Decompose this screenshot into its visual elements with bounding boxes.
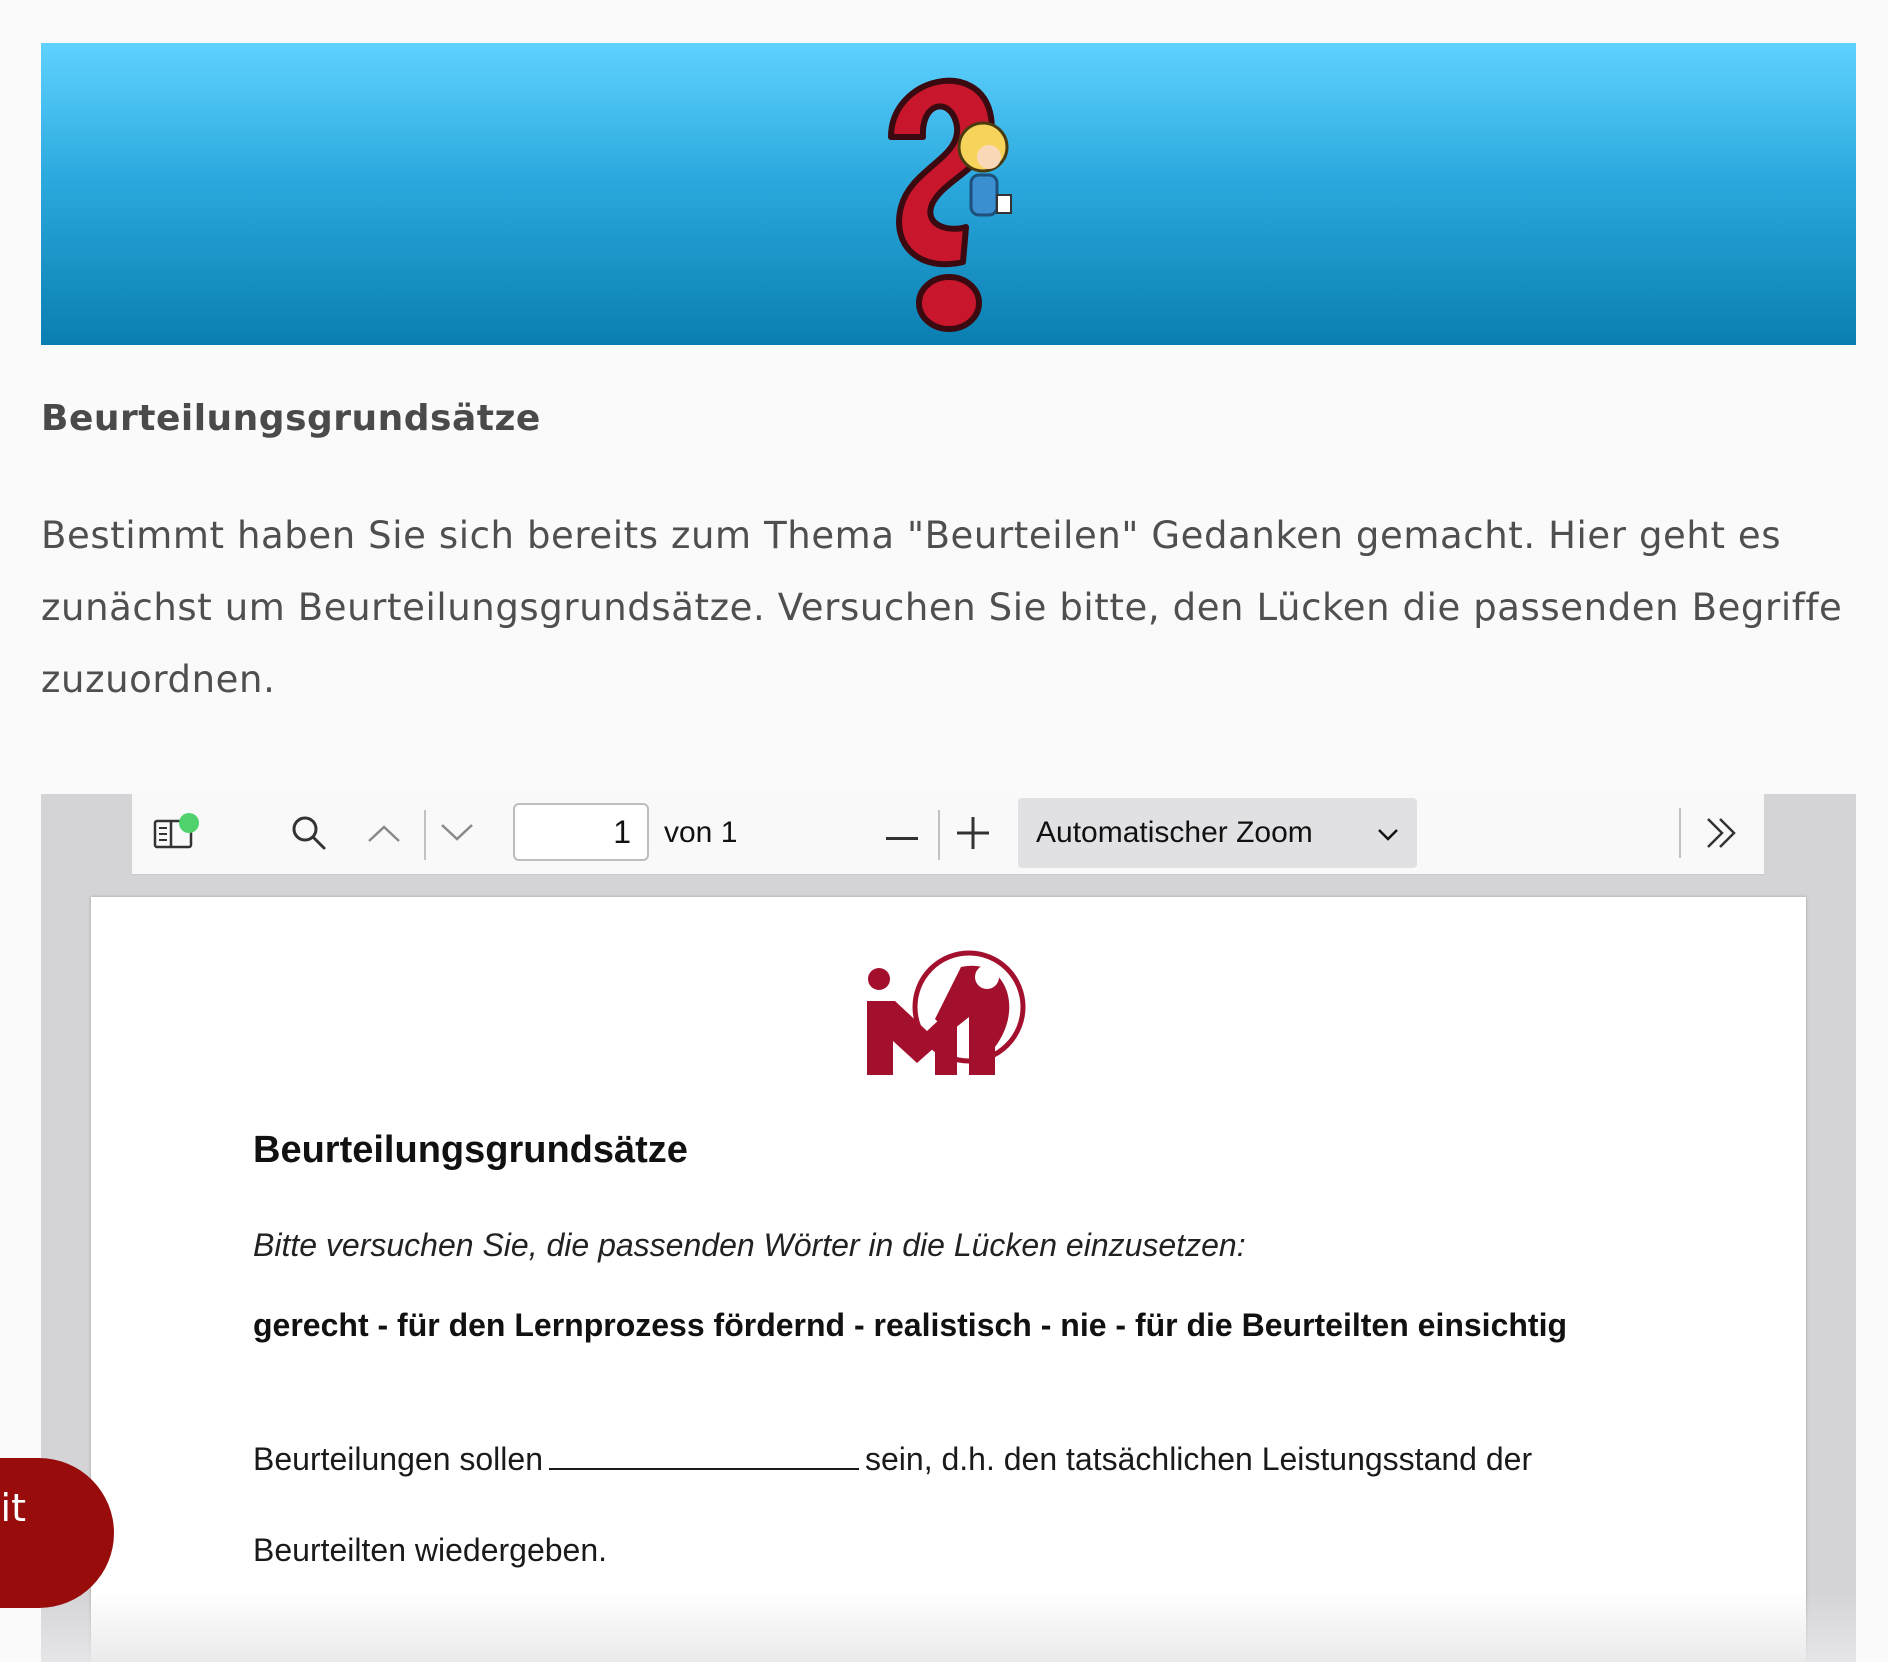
document-title: Beurteilungsgrundsätze [253,1129,688,1171]
chevron-down-icon [1377,816,1399,850]
floating-button-label: it [0,1486,26,1530]
blank-line [549,1438,859,1470]
fill-in-sentence-continuation: Beurteilten wiedergeben. [253,1532,608,1568]
chevron-down-icon [440,823,474,847]
page-number-input[interactable] [513,803,649,861]
notification-dot [179,813,199,833]
minus-icon [886,826,918,845]
toolbar-separator [938,810,940,860]
zoom-select[interactable] [1018,798,1417,868]
intro-text: Bestimmt haben Sie sich bereits zum Thema "Beurteilen" Gedanken gemacht. Hier geht es zunächst um Beurteilungsgrundsätze. Versuchen Sie bitte, den Lücken die passenden Begriffe zuzuordnen. [41,514,1843,701]
document-instruction: Bitte versuchen Sie, die passenden Wörter in die Lücken einzusetzen: [253,1227,1246,1263]
page-count: von 1 [664,816,738,849]
double-chevron-right-icon [1704,816,1740,854]
fill-in-sentence [253,1438,1532,1478]
toolbar-separator [1679,808,1681,858]
toolbar-separator [424,810,426,860]
plus-icon [957,817,989,853]
hero-banner [41,43,1856,345]
zoom-select-value: Automatischer Zoom [1036,816,1313,849]
sentence-end: sein, d.h. den tatsächlichen Leistungsstand der [864,1441,1533,1477]
section-title: Beurteilungsgrundsätze [41,398,541,439]
pdf-page [91,897,1806,1662]
next-page-button[interactable] [430,808,484,862]
sidebar-toggle-button[interactable] [146,810,200,860]
question-mark-illustration [871,57,1061,337]
chevron-up-icon [367,823,401,847]
tools-button[interactable] [1695,808,1749,862]
sentence-start: Beurteilungen sollen [253,1441,543,1477]
pdf-viewer [41,794,1856,1662]
search-icon [290,814,328,856]
pdf-toolbar [132,794,1764,875]
find-button[interactable] [282,808,336,862]
imi-logo [865,947,1037,1077]
previous-page-button[interactable] [357,808,411,862]
viewer-bottom-fade [41,1592,1856,1662]
zoom-out-button[interactable] [875,808,929,862]
zoom-in-button[interactable] [946,808,1000,862]
word-bank: gerecht - für den Lernprozess fördernd - realistisch - nie - für die Beurteilten einsichtig [253,1307,1567,1343]
